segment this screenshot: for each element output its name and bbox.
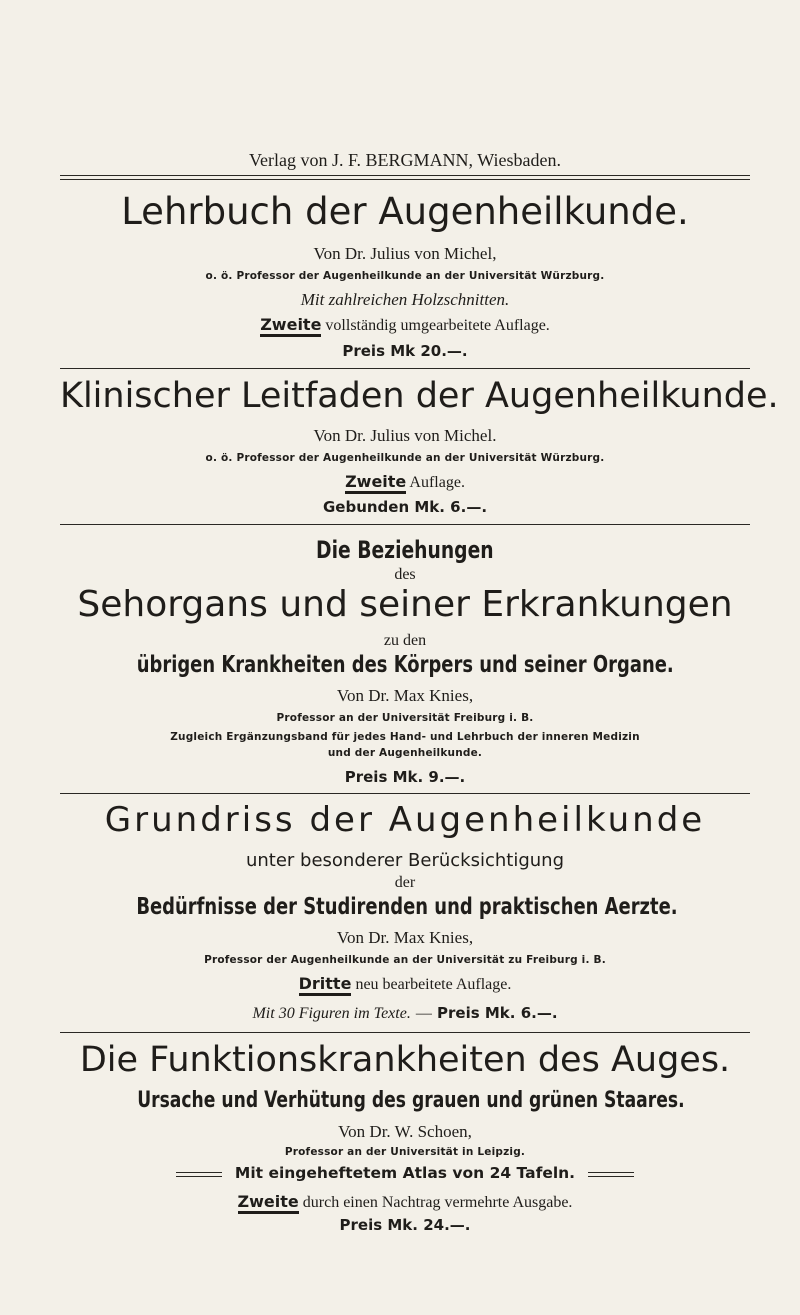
divider — [60, 793, 750, 794]
ad-title: Lehrbuch der Augenheilkunde. — [121, 190, 689, 233]
edition-rest: neu bearbeitete Auflage. — [355, 976, 512, 993]
edition-word: Zweite — [260, 315, 321, 337]
advertisement-page — [60, 0, 779, 1315]
price-separator: — — [415, 1005, 432, 1022]
ad-title-top: Die Beziehungen — [316, 536, 494, 564]
ad-title-main: Sehorgans und seiner Erkrankungen — [77, 584, 733, 625]
divider — [60, 1032, 750, 1033]
edition-word: Dritte — [299, 974, 352, 996]
ornament-rule — [176, 1172, 222, 1177]
edition-word: Zweite — [345, 472, 406, 494]
publisher-header: Verlag von J. F. BERGMANN, Wiesbaden. — [249, 150, 561, 170]
ad-affiliation: o. ö. Professor der Augenheilkunde an der Universität Würzburg. — [205, 452, 605, 464]
ad-affiliation: o. ö. Professor der Augenheilkunde an der Universität Würzburg. — [205, 270, 605, 282]
ad-subtitle: unter besonderer Berücksichtigung — [245, 850, 565, 871]
ad-note-price — [60, 1003, 750, 1023]
ad-title-des: des — [394, 566, 416, 583]
ad-edition — [60, 315, 750, 335]
edition-rest: durch einen Nachtrag vermehrte Ausgabe. — [302, 1194, 573, 1211]
ad-title: Grundriss der Augenheilkunde — [104, 800, 706, 840]
ad-author: Von Dr. Julius von Michel. — [313, 426, 497, 445]
ad-edition — [60, 974, 750, 994]
ad-title-sub: übrigen Krankheiten des Körpers und seiner Organe. — [136, 652, 674, 678]
ad-author: Von Dr. W. Schoen, — [338, 1122, 472, 1141]
ad-price: Gebunden Mk. 6.—. — [322, 498, 488, 516]
ad-price: Preis Mk. 6.—. — [437, 1004, 558, 1022]
ad-atlas: Mit eingeheftetem Atlas von 24 Tafeln. — [60, 1164, 750, 1182]
ad-edition — [60, 1192, 750, 1212]
ad-title-zu: zu den — [383, 632, 427, 649]
ad-affiliation: Professor an der Universität Freiburg i. B. — [276, 712, 534, 724]
ad-edition — [60, 472, 750, 492]
ad-subtitle: Ursache und Verhütung des grauen und grünen Staares. — [137, 1088, 685, 1113]
ad-author: Von Dr. Max Knies, — [336, 928, 474, 947]
ad-affiliation: Professor der Augenheilkunde an der Universität zu Freiburg i. B. — [204, 954, 606, 966]
ad-subtitle-main: Bedürfnisse der Studirenden und praktischen Aerzte. — [136, 894, 678, 920]
ad-note-line1: Zugleich Ergänzungsband für jedes Hand- und Lehrbuch der inneren Medizin — [170, 731, 640, 743]
ad-title: Die Funktionskrankheiten des Auges. — [79, 1040, 731, 1080]
ad-price: Preis Mk 20.—. — [342, 342, 468, 360]
ad-author: Von Dr. Julius von Michel, — [313, 244, 497, 263]
divider — [60, 524, 750, 525]
ad-affiliation: Professor an der Universität in Leipzig. — [284, 1146, 526, 1158]
edition-word: Zweite — [238, 1192, 299, 1214]
edition-rest: Auflage. — [409, 474, 465, 491]
edition-rest: vollständig umgearbeitete Auflage. — [325, 317, 550, 334]
ad-note: Mit zahlreichen Holzschnitten. — [300, 290, 510, 309]
ad-subtitle-der: der — [394, 874, 416, 891]
ad-price: Preis Mk. 9.—. — [344, 768, 466, 786]
ad-note: Mit 30 Figuren im Texte. — [252, 1005, 411, 1022]
header-double-rule — [60, 175, 750, 180]
ad-author: Von Dr. Max Knies, — [336, 686, 474, 705]
divider — [60, 368, 750, 369]
ad-price: Preis Mk. 24.—. — [339, 1216, 471, 1234]
ad-title: Klinischer Leitfaden der Augenheilkunde. — [60, 376, 779, 416]
ad-note-line2: und der Augenheilkunde. — [327, 747, 483, 759]
ornament-rule — [588, 1172, 634, 1177]
